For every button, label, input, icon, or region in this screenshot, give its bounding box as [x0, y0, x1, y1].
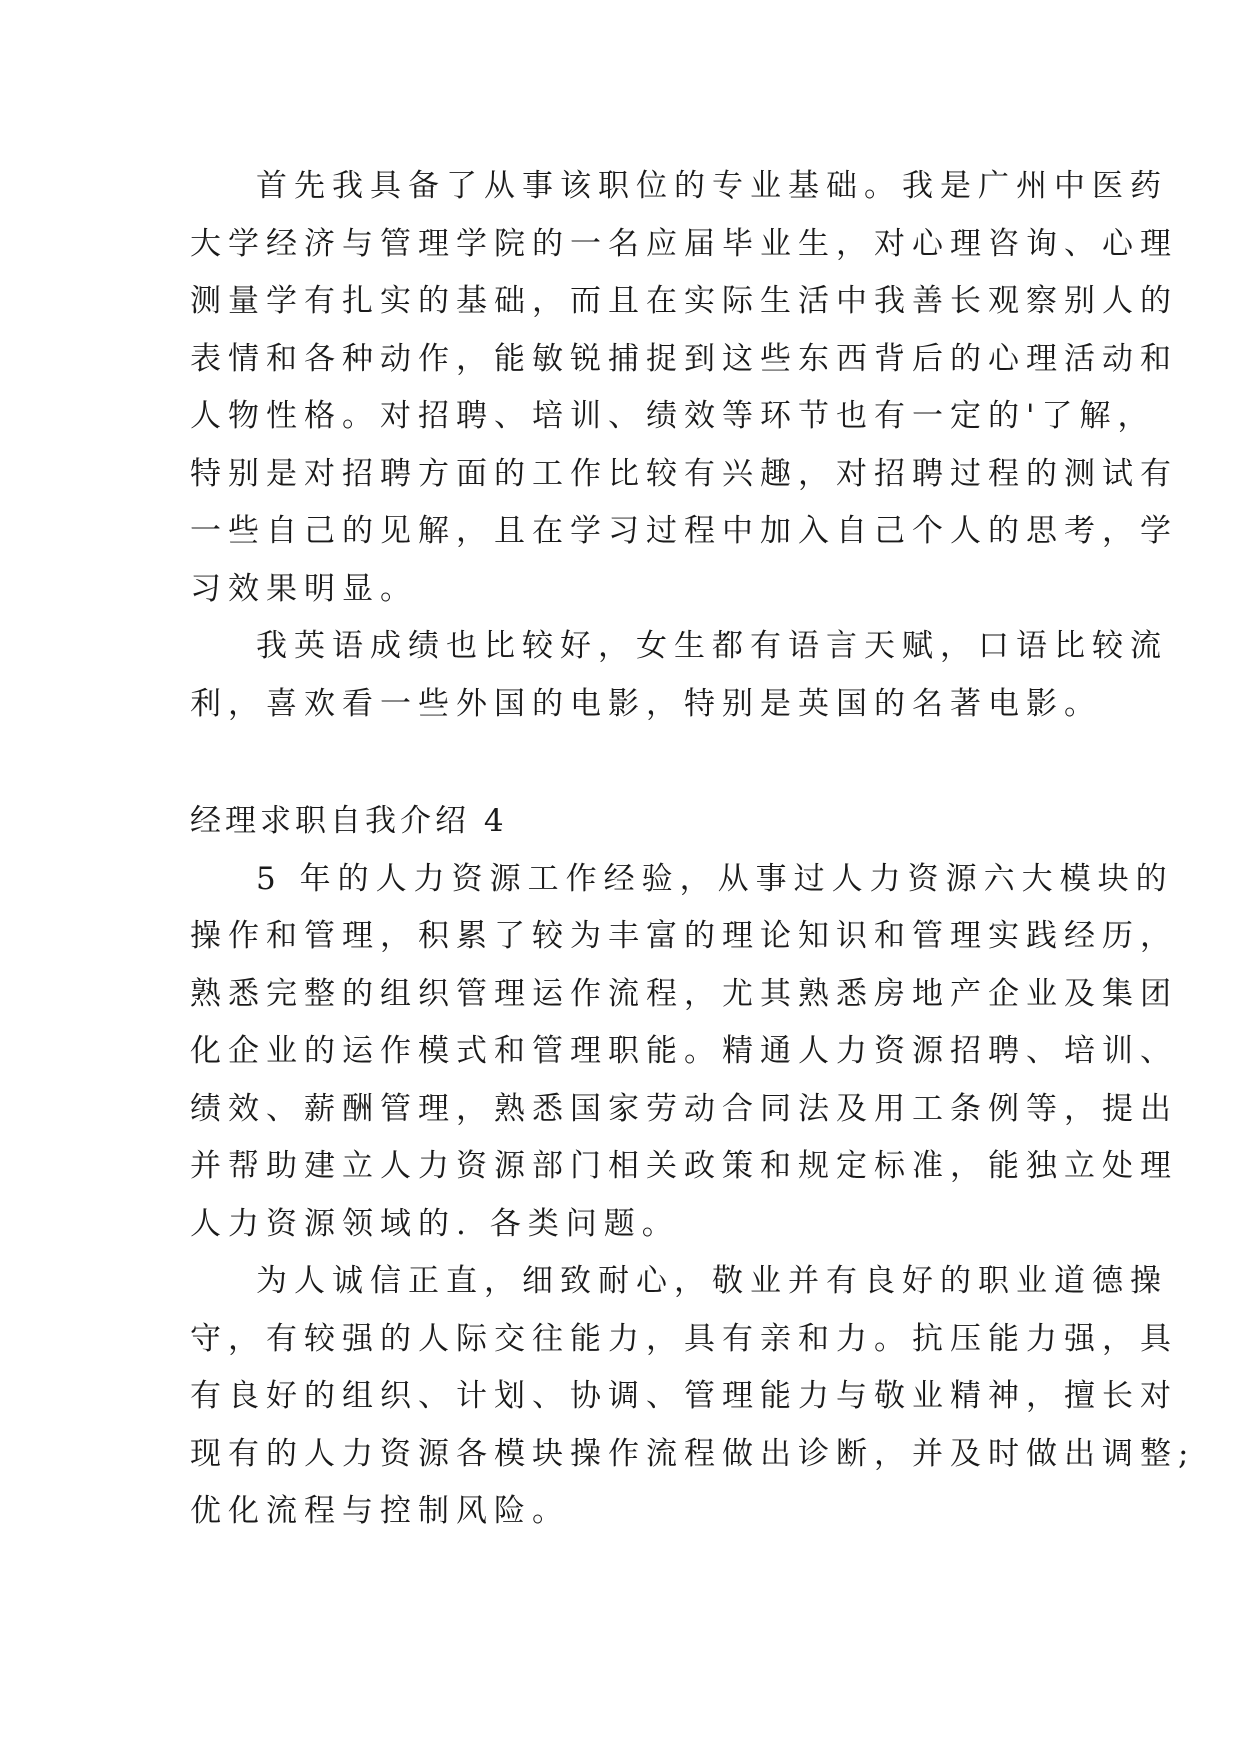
- text-line: 大学经济与管理学院的一名应届毕业生，对心理咨询、心理: [190, 225, 1178, 262]
- text-line: 熟悉完整的组织管理运作流程，尤其熟悉房地产企业及集团: [190, 975, 1178, 1012]
- text-line: 我英语成绩也比较好，女生都有语言天赋，口语比较流: [256, 628, 1168, 664]
- text-line: 5 年的人力资源工作经验，从事过人力资源六大模块的: [256, 860, 1174, 897]
- text-line: 有良好的组织、计划、协调、管理能力与敬业精神，擅长对: [190, 1378, 1178, 1414]
- paragraph-qualifications: [190, 158, 1178, 618]
- section-gap: [190, 733, 1070, 793]
- text-line: 利，喜欢看一些外国的电影，特别是英国的名著电影。: [190, 685, 1102, 722]
- paragraph-english: [190, 618, 1168, 733]
- text-line: 表情和各种动作，能敏锐捕捉到这些东西背后的心理活动和: [190, 340, 1178, 377]
- text-line: 操作和管理，积累了较为丰富的理论知识和管理实践经历，: [190, 918, 1178, 954]
- text-line: 习效果明显。: [190, 570, 418, 607]
- text-line: 测量学有扎实的基础，而且在实际生活中我善长观察别人的: [190, 283, 1178, 319]
- text-line: 为人诚信正直，细致耐心，敬业并有良好的职业道德操: [256, 1263, 1168, 1299]
- text-line: 绩效、薪酬管理，熟悉国家劳动合同法及用工条例等，提出: [190, 1090, 1178, 1127]
- text-line: 现有的人力资源各模块操作流程做出诊断，并及时做出调整;: [190, 1435, 1196, 1472]
- text-line: 一些自己的见解，且在学习过程中加入自己个人的思考，学: [190, 513, 1178, 549]
- text-line: 人物性格。对招聘、培训、绩效等环节也有一定的'了解，: [190, 398, 1156, 434]
- text-line: 首先我具备了从事该职位的专业基础。我是广州中医药: [256, 168, 1168, 204]
- text-line: 并帮助建立人力资源部门相关政策和规定标准，能独立处理: [190, 1148, 1178, 1184]
- text-line: 优化流程与控制风险。: [190, 1493, 570, 1529]
- section-title: 经理求职自我介绍 4: [190, 803, 508, 839]
- text-line: 守，有较强的人际交往能力，具有亲和力。抗压能力强，具: [190, 1320, 1178, 1357]
- text-line: 特别是对招聘方面的工作比较有兴趣，对招聘过程的测试有: [190, 455, 1178, 492]
- text-line: 化企业的运作模式和管理职能。精通人力资源招聘、培训、: [190, 1033, 1178, 1069]
- document-body: [190, 158, 1196, 1541]
- paragraph-experience: [190, 851, 1178, 1254]
- text-line: 人力资源领域的. 各类问题。: [190, 1205, 680, 1242]
- paragraph-character: [190, 1253, 1196, 1541]
